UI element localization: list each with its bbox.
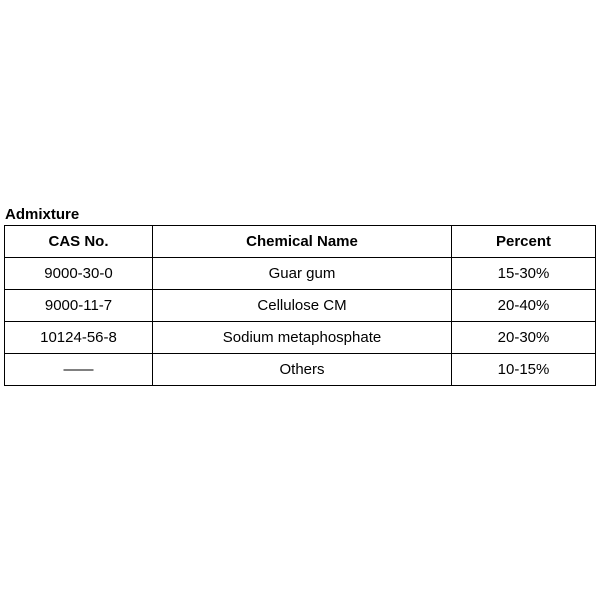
composition-table xyxy=(4,225,596,386)
table-header-row xyxy=(5,226,596,258)
cell-chemical-name: Sodium metaphosphate xyxy=(153,322,452,354)
cell-chemical-name: Guar gum xyxy=(153,258,452,290)
table-row xyxy=(5,258,596,290)
header-chemical-name: Chemical Name xyxy=(153,226,452,258)
cell-cas-no: 9000-11-7 xyxy=(5,290,153,322)
header-cas-no: CAS No. xyxy=(5,226,153,258)
table-row xyxy=(5,354,596,386)
cell-percent: 20-30% xyxy=(452,322,596,354)
cell-percent: 15-30% xyxy=(452,258,596,290)
table-title: Admixture xyxy=(5,206,80,223)
table-row xyxy=(5,290,596,322)
table-row xyxy=(5,322,596,354)
cell-chemical-name: Cellulose CM xyxy=(153,290,452,322)
cell-chemical-name: Others xyxy=(153,354,452,386)
cell-cas-no: —— xyxy=(5,354,153,386)
cell-percent: 20-40% xyxy=(452,290,596,322)
cell-cas-no: 9000-30-0 xyxy=(5,258,153,290)
header-percent: Percent xyxy=(452,226,596,258)
cell-percent: 10-15% xyxy=(452,354,596,386)
cell-cas-no: 10124-56-8 xyxy=(5,322,153,354)
